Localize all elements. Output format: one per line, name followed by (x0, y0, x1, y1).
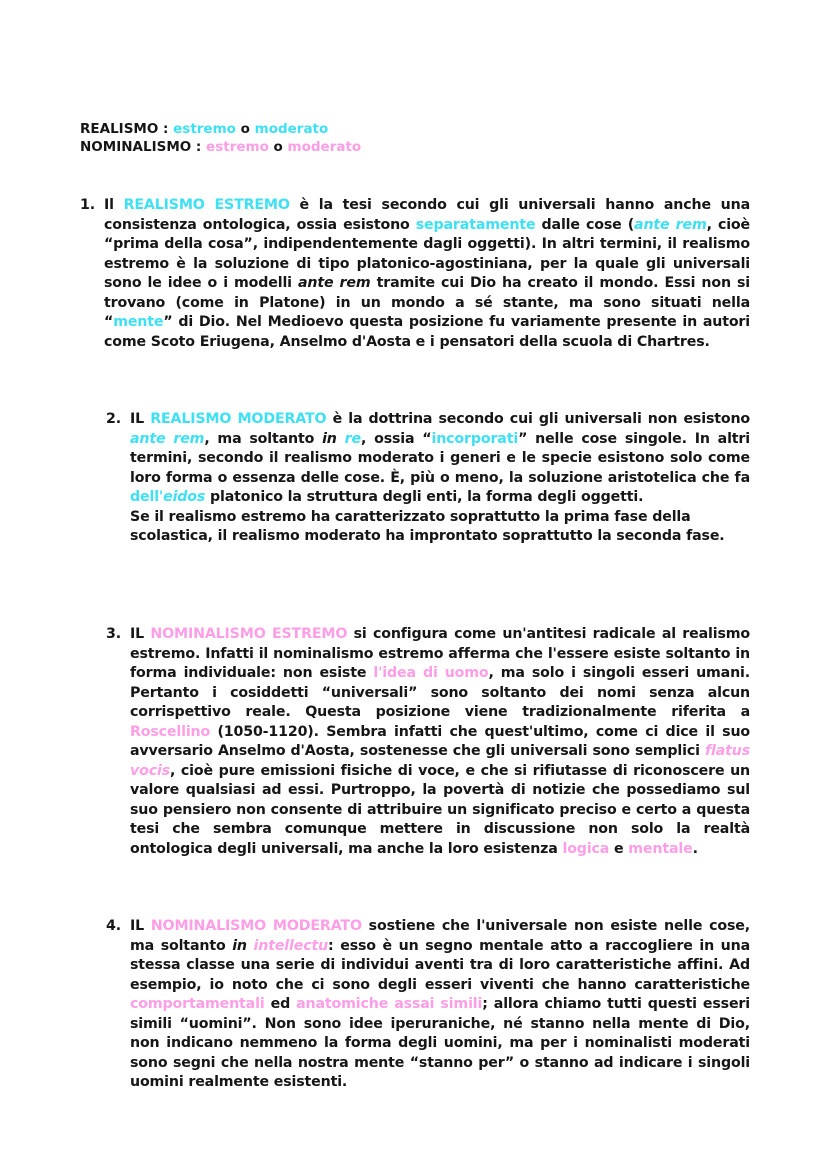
highlighted-term: separatamente (415, 216, 536, 233)
text-run: , cioè “prima della cosa”, indipendentemente dagli oggetti). In altri termini, il realismo estremo è la soluzione di tipo platonico-agostiniana, per la quale gli universali sono le idee o i modelli (104, 216, 750, 291)
text-run: ; allora chiamo tutti questi esseri simili “uomini”. Non sono idee iperuraniche, né stanno nella mente di Dio, non indicano nemmeno la forma degli uomini, ma per i nominalisti moderati sono segni che nella nostra mente “stanno per” o stanno ad indicare i singoli uomini realmente esistenti. (130, 996, 750, 1090)
text-run (247, 938, 254, 954)
highlighted-term: ante rem (634, 216, 707, 233)
highlighted-term: Roscellino (130, 723, 211, 740)
text-run: ” nelle cose singole. In altri termini, secondo il realismo moderato i generi e le specie esistono solo come loro forma o essenza delle cose. È, più o meno, la soluzione aristotelica che fa (130, 430, 750, 486)
highlighted-term: REALISMO ESTREMO (123, 197, 290, 213)
highlighted-term: mentale (628, 840, 693, 857)
text-run: , ma solo i singoli esseri umani. Pertanto i cosiddetti “universali” sono soltanto dei nomi senza alcun corrispettivo reale. Questa posizione viene tradizionalmente riferita a (130, 665, 750, 720)
highlighted-term: intellectu (253, 937, 329, 954)
highlighted-term: ante rem (130, 430, 205, 447)
header-nominalismo-option-estremo: estremo (206, 139, 269, 155)
section-number: 1. (80, 197, 95, 213)
text-run: : esso è un segno mentale atto a raccogliere in una stessa classe una serie di individui aventi tra di loro caratteristiche affini. Ad esempio, io noto che ci sono degli esseri viventi che hanno caratteristiche (130, 937, 751, 993)
highlighted-term: anatomiche assai simili (296, 996, 483, 1012)
text-run: , cioè pure emissioni fisiche di voce, e che si rifiutasse di riconoscere un valore qualsiasi ad essi. Purtroppo, la povertà di notizie che possediamo sul suo pensiero non consente di attribuire un significato preciso e certo a questa tesi che sembra comunque mettere in discussione non solo la realtà ontologica degli universali, ma anche la loro esistenza (130, 762, 750, 857)
header-realismo-label: REALISMO : (80, 121, 174, 137)
text-run: (1050-1120). Sembra infatti che quest'ultimo, come ci dice il suo avversario Anselmo d'Aosta, sostenesse che gli universali sono semplici (130, 723, 750, 759)
text-run: tramite cui Dio ha creato il mondo. Essi non si trovano (come in Platone) in un mondo a sé stante, ma sono situati nella “ (104, 275, 750, 330)
text-run: IL (130, 626, 151, 642)
section-number: 2. (106, 411, 121, 427)
highlighted-term: mente (113, 314, 164, 330)
section-nominalismo-estremo (106, 625, 750, 859)
highlighted-term: l'idea di uomo (373, 665, 489, 681)
highlighted-term: logica (562, 840, 610, 857)
section-nominalismo-moderato (106, 917, 750, 1093)
text-run: Il (104, 197, 124, 213)
header-nominalismo-separator: o (268, 139, 288, 155)
text-run: ” di Dio. Nel Medioevo questa posizione fu variamente presente in autori come Scoto Eriugena, Anselmo d'Aosta e i pensatori della scuola di Chartres. (104, 314, 750, 350)
header-nominalismo-label: NOMINALISMO : (80, 139, 207, 155)
highlighted-term: REALISMO MODERATO (150, 411, 327, 427)
text-run: dalle cose ( (535, 216, 635, 233)
text-run: ed (264, 996, 297, 1012)
section-body (130, 625, 750, 859)
header-realismo-option-moderato: moderato (254, 121, 329, 137)
text-run: , ossia “ (360, 430, 432, 447)
text-run (337, 431, 345, 447)
header-realismo-separator: o (235, 121, 255, 137)
highlighted-term: flatus vocis (130, 743, 750, 779)
text-run: e (609, 840, 629, 857)
text-run: è la tesi secondo cui gli universali hanno anche una consistenza ontologica, ossia esistono (104, 197, 750, 233)
text-run: . (692, 840, 698, 857)
highlighted-term: comportamentali (130, 996, 265, 1012)
section-body (130, 917, 750, 1093)
text-run: ante rem (297, 275, 371, 291)
text-run: si configura come un'antitesi radicale al realismo estremo. Infatti il nominalismo estremo afferma che l'essere esiste soltanto in forma individuale: non esiste (130, 626, 750, 681)
header-nominalismo (80, 138, 361, 156)
text-run: , ma soltanto (204, 430, 323, 447)
section-realismo-estremo (80, 196, 750, 352)
header-realismo-option-estremo: estremo (173, 121, 236, 137)
text-run: platonico la struttura degli enti, la forma degli oggetti. (205, 489, 644, 505)
highlighted-term: re (344, 430, 361, 447)
header-nominalismo-option-moderato: moderato (287, 139, 362, 155)
section-number: 3. (106, 626, 121, 642)
highlighted-term: incorporati (431, 430, 519, 447)
text-run: in (322, 430, 337, 447)
highlighted-term: NOMINALISMO MODERATO (150, 918, 362, 934)
section-number: 4. (106, 918, 121, 934)
highlighted-term: NOMINALISMO ESTREMO (150, 626, 348, 642)
section-body (104, 196, 750, 352)
text-run: sostiene che l'universale non esiste nelle cose, ma soltanto (130, 918, 750, 954)
highlighted-term: eidos (163, 489, 206, 505)
header-realismo (80, 120, 328, 138)
text-run: IL (130, 918, 151, 934)
section-realismo-moderato (106, 410, 750, 547)
text-run: IL (130, 411, 151, 427)
text-run: è la dottrina secondo cui gli universali non esistono (326, 411, 751, 427)
section-body (130, 410, 750, 508)
highlighted-term: dell' (130, 489, 164, 505)
section-note: Se il realismo estremo ha caratterizzato soprattutto la prima fase della scolastica, il realismo moderato ha improntato soprattutto la seconda fase. (130, 508, 725, 544)
text-run: in (232, 937, 247, 954)
